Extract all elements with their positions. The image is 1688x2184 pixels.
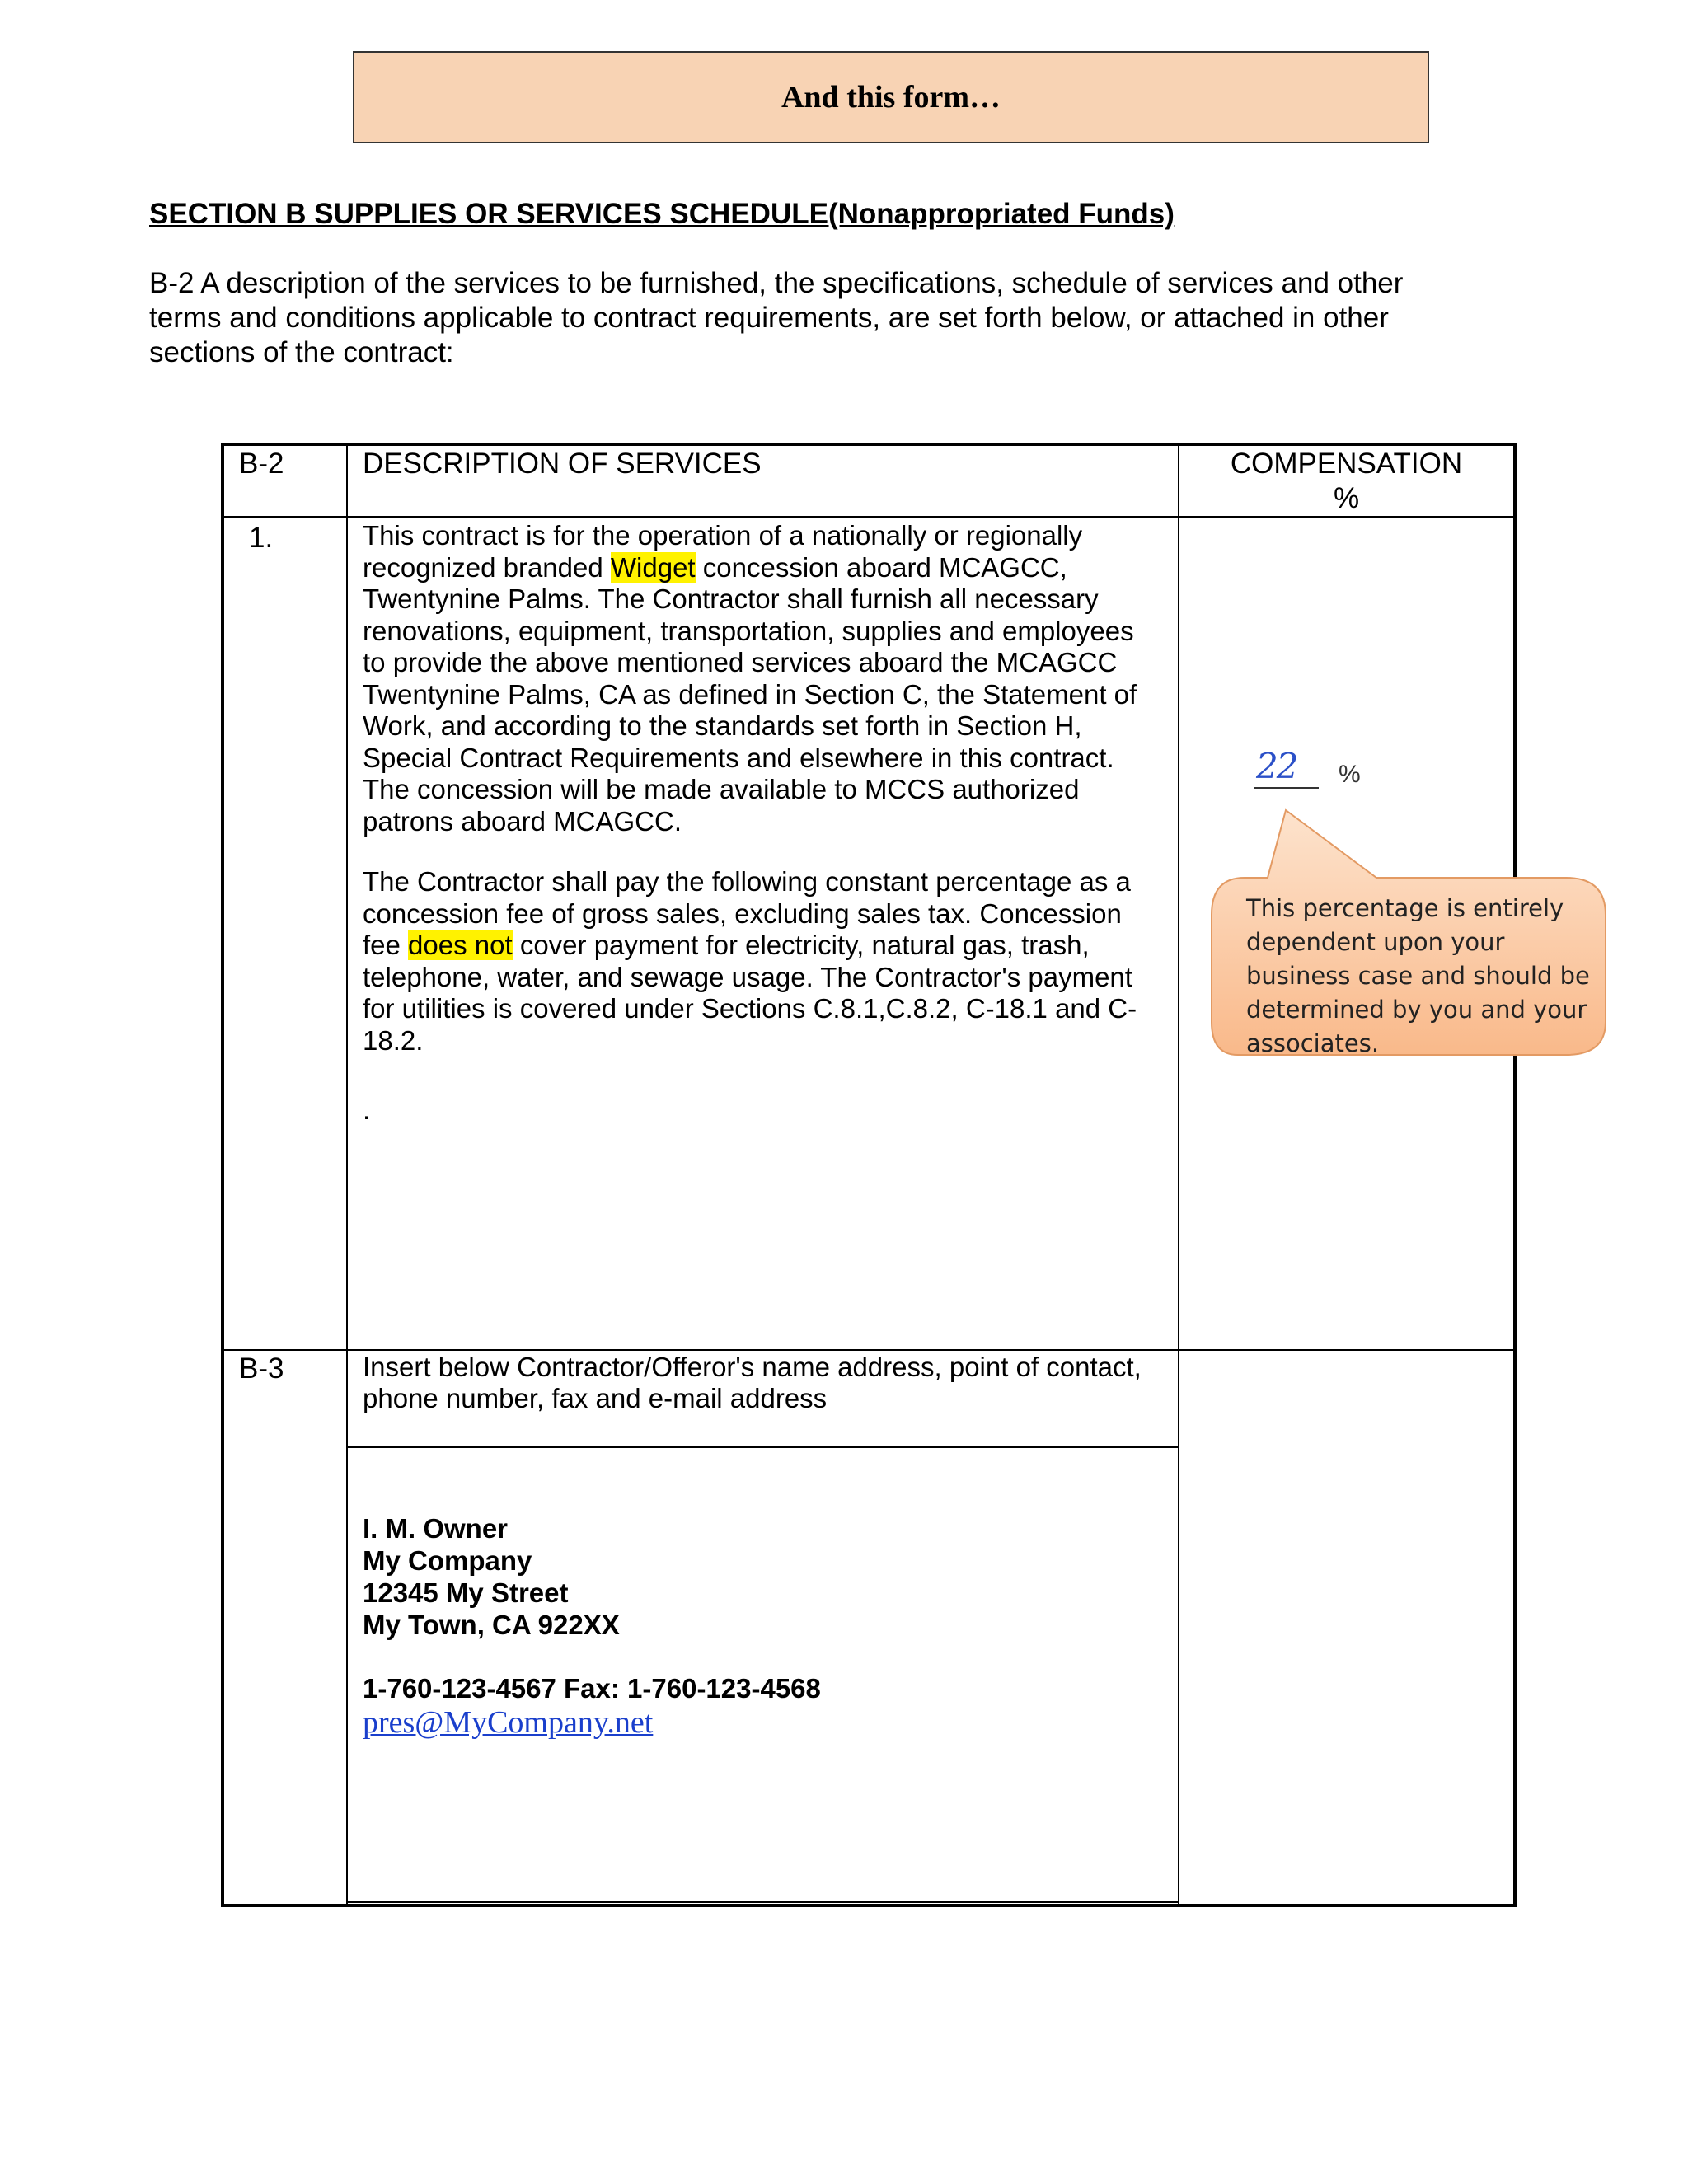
description-text: renovations, equipment, transportation, supplies and employees — [363, 615, 1134, 646]
contact-company: My Company — [363, 1545, 532, 1576]
callout-line: associates. — [1246, 1029, 1380, 1057]
callout-line: dependent upon your — [1246, 928, 1505, 956]
description-line — [363, 616, 1134, 648]
description-text: to provide the above mentioned services aboard the MCAGCC — [363, 647, 1118, 677]
stray-dot: . — [363, 1094, 371, 1125]
description-text: patrons aboard MCAGCC. — [363, 805, 682, 837]
contact-street: 12345 My Street — [363, 1577, 569, 1608]
percentage-symbol: % — [1339, 761, 1361, 788]
intro-line-3: sections of the contract: — [149, 336, 454, 368]
description-line — [363, 583, 1099, 616]
callout-line: This percentage is entirely — [1246, 894, 1564, 922]
description-line — [363, 993, 1137, 1025]
description-text: concession aboard MCAGCC, — [695, 551, 1067, 583]
description-text: telephone, water, and sewage usage. The Contractor's payment — [363, 961, 1132, 992]
description-text: recognized branded — [363, 551, 611, 583]
header-banner — [353, 51, 1429, 143]
header-compensation: COMPENSATION — [1230, 448, 1463, 480]
section-heading: SECTION B SUPPLIES OR SERVICES SCHEDULE(Nonappropriated Funds) — [149, 198, 1175, 230]
description-line — [363, 1025, 423, 1057]
callout-text — [1246, 892, 1590, 1061]
row-b3-label: B-3 — [239, 1352, 284, 1385]
contact-name: I. M. Owner — [363, 1513, 509, 1544]
percentage-value: 22 — [1256, 746, 1297, 786]
contact-instruction-line-1: Insert below Contractor/Offeror's name address, point of contact, — [363, 1352, 1142, 1382]
intro-line-1: B-2 A description of the services to be furnished, the specifications, schedule of services and other — [149, 267, 1404, 299]
description-line — [363, 866, 1131, 898]
description-line — [363, 743, 1114, 775]
description-text: fee — [363, 930, 409, 960]
description-text: The concession will be made available to MCCS authorized — [363, 774, 1080, 804]
highlighted-term: does not — [408, 930, 513, 960]
description-text: 18.2. — [363, 1024, 424, 1056]
description-line — [363, 774, 1079, 806]
description-line — [363, 679, 1137, 711]
description-line — [363, 647, 1117, 679]
description-line — [363, 710, 1082, 743]
description-text: Twentynine Palms. The Contractor shall furnish all necessary — [363, 583, 1099, 614]
contact-city: My Town, CA 922XX — [363, 1610, 620, 1640]
row-number: 1. — [249, 522, 274, 554]
compensation-percentage — [1254, 746, 1370, 789]
description-text: This contract is for the operation of a nationally or regionally — [363, 520, 1083, 551]
contact-phone-fax: 1-760-123-4567 Fax: 1-760-123-4568 — [363, 1673, 821, 1704]
intro-line-2: terms and conditions applicable to contract requirements, are set forth below, or attached in other — [149, 302, 1389, 334]
description-text: concession fee of gross sales, excluding sales tax. Concession — [363, 898, 1122, 929]
description-line — [363, 552, 1067, 584]
description-line — [363, 898, 1122, 930]
description-text: Work, and according to the standards set forth in Section H, — [363, 710, 1082, 741]
callout-line: business case and should be — [1246, 962, 1590, 990]
callout-line: determined by you and your — [1246, 996, 1587, 1024]
description-line — [363, 520, 1082, 552]
description-text: Twentynine Palms, CA as defined in Section C, the Statement of — [363, 678, 1137, 710]
contact-instruction-line-2: phone number, fax and e-mail address — [363, 1383, 828, 1413]
description-line — [363, 806, 682, 838]
description-text: The Contractor shall pay the following constant percentage as a — [363, 866, 1131, 897]
header-b2: B-2 — [239, 448, 284, 480]
description-text: for utilities is covered under Sections C.8.1,C.8.2, C-18.1 and C- — [363, 993, 1137, 1024]
description-line — [363, 962, 1132, 994]
description-text: cover payment for electricity, natural gas, trash, — [512, 930, 1090, 960]
contact-email-link[interactable]: pres@MyCompany.net — [363, 1705, 654, 1740]
percentage-underline — [1254, 787, 1319, 789]
banner-title: And this form… — [781, 80, 1001, 115]
description-line — [363, 930, 1090, 962]
header-percent: % — [1333, 482, 1360, 514]
header-description: DESCRIPTION OF SERVICES — [363, 448, 762, 480]
highlighted-term: Widget — [610, 551, 696, 583]
description-text: Special Contract Requirements and elsewhere in this contract. — [363, 742, 1114, 773]
